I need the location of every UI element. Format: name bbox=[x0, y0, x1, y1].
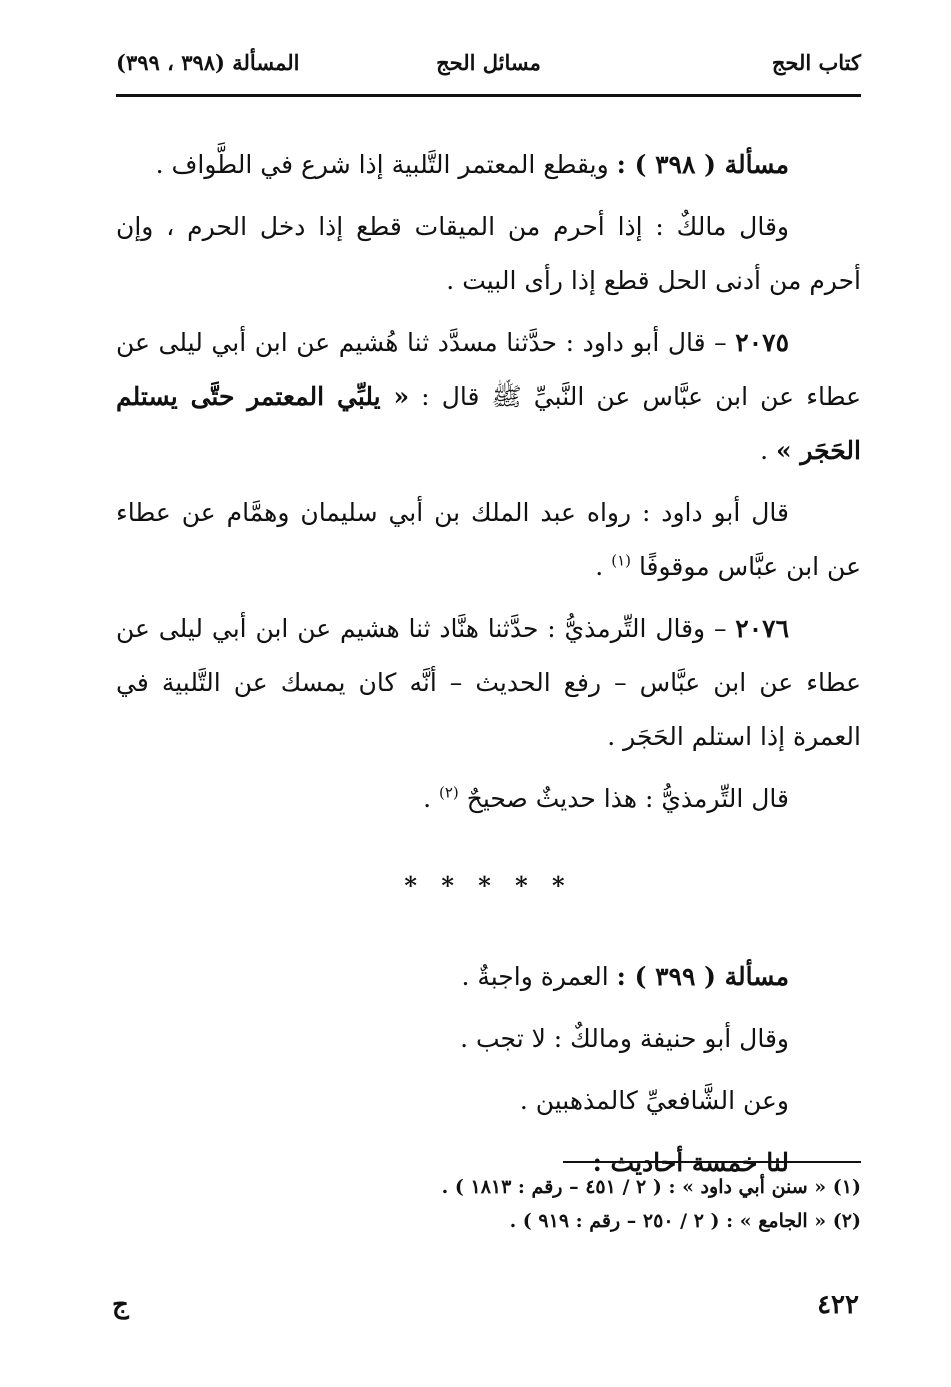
main-text bbox=[116, 138, 861, 1198]
section-separator: * * * * * bbox=[404, 871, 573, 900]
footnotes bbox=[116, 1170, 861, 1238]
footnote-ref-1[interactable]: (١) bbox=[611, 551, 631, 570]
hadith-2076-number: ٢٠٧٦ bbox=[735, 614, 789, 643]
header-section-title: مسائل الحج bbox=[436, 50, 541, 75]
shafii-opinion: وعن الشَّافعيِّ كالمذهبين . bbox=[519, 1086, 789, 1115]
hadith-2075-quote: « يلبِّي المعتمر حتَّى يستلم الحَجَر » bbox=[116, 382, 861, 465]
hadith-2076-text: – وقال التِّرمذيُّ : حدَّثنا هنَّاد ثنا هشيم عن ابن أبي ليلى عن عطاء عن ابن عبَّاس – رفع الحديث – أنَّه كان يمسك عن التَّلبية في العمرة إذا استلم الحَجَر . bbox=[116, 614, 861, 751]
running-header bbox=[116, 50, 861, 90]
issue-399-text: العمرة واجبةٌ . bbox=[461, 962, 617, 991]
hadith-2076 bbox=[116, 602, 861, 764]
header-divider bbox=[116, 94, 861, 97]
tirmidhi-grading-text: قال التِّرمذيُّ : هذا حديثٌ صحيحٌ bbox=[466, 784, 789, 813]
abu-dawud-note bbox=[116, 486, 861, 594]
footnote-2: (٢) « الجامع » : ( ٢ / ٢٥٠ – رقم : ٩١٩ ) . bbox=[509, 1210, 861, 1232]
issue-398-statement bbox=[116, 138, 861, 192]
header-book-title: كتاب الحج bbox=[771, 50, 861, 75]
hadith-2075-text: – قال أبو داود : حدَّثنا مسدَّد ثنا هُشيم عن ابن أبي ليلى عن عطاء عن ابن عبَّاس عن النَّبيِّ ﷺ قال : bbox=[116, 328, 861, 411]
abu-dawud-note-end: . bbox=[595, 552, 612, 581]
tirmidhi-grading bbox=[116, 772, 861, 826]
hadith-2075 bbox=[116, 316, 861, 478]
issue-399-label: مسألة ( ٣٩٩ ) : bbox=[616, 962, 789, 991]
header-issue-range: المسألة (٣٩٨ ، ٣٩٩) bbox=[116, 50, 300, 75]
volume-mark: ج bbox=[112, 1290, 129, 1320]
malik-opinion: وقال مالكٌ : إذا أحرم من الميقات قطع إذا دخل الحرم ، وإن أحرم من أدنى الحل قطع إذا رأى البيت . bbox=[116, 212, 861, 295]
tirmidhi-grading-end: . bbox=[423, 784, 439, 813]
hadith-2075-end: . bbox=[760, 436, 777, 465]
hanafi-maliki-opinion: وقال أبو حنيفة ومالكٌ : لا تجب . bbox=[460, 1024, 789, 1053]
hadith-2075-number: ٢٠٧٥ bbox=[735, 328, 789, 357]
issue-399-statement bbox=[116, 950, 861, 1004]
footnote-1: (١) « سنن أبي داود » : ( ٢ / ٤٥١ – رقم : ١٨١٣ ) . bbox=[441, 1176, 861, 1198]
footnote-ref-2[interactable]: (٢) bbox=[439, 783, 459, 802]
issue-398-text: ويقطع المعتمر التَّلبية إذا شرع في الطَّواف . bbox=[155, 150, 617, 179]
page-number: ٤٢٢ bbox=[817, 1290, 859, 1320]
evidence-intro: لنا خمسة أحاديث : bbox=[592, 1148, 789, 1177]
abu-dawud-note-text: قال أبو داود : رواه عبد الملك بن أبي سليمان وهمَّام عن عطاء عن ابن عبَّاس موقوفًا bbox=[116, 498, 861, 581]
footnote-divider bbox=[563, 1161, 861, 1163]
issue-398-label: مسألة ( ٣٩٨ ) : bbox=[616, 150, 789, 179]
